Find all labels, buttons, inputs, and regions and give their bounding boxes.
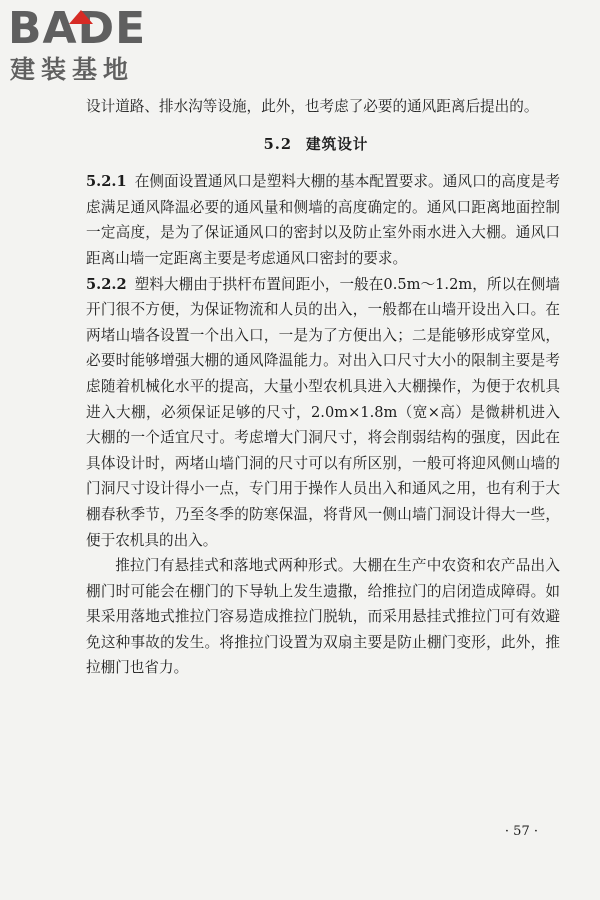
page-number: · 57 ·: [504, 824, 538, 839]
clause-text: 在侧面设置通风口是塑料大棚的基本配置要求。通风口的高度是考虑满足通风降温必要的通风量和侧墙的高度确定的。通风口距离地面控制一定高度，是为了保证通风口的密封以及防止室外雨水进入大棚。通风口距离山墙一定距离主要是考虑通风口密封的要求。: [86, 173, 560, 267]
logo-accent-triangle: [69, 10, 93, 24]
clause-number: 5.2.1: [86, 173, 127, 191]
clause-text: 塑料大棚由于拱杆布置间距小，一般在0.5m～1.2m，所以在侧墙开门很不方便，为保证物流和人员的出入，一般都在山墙开设出入口。在两堵山墙各设置一个出入口，一是为了方便出入；二是能够形成穿堂风，必要时能够增强大棚的通风降温能力。对出入口尺寸大小的限制主要是考虑随着机械化水平的提高，大量小型农机具进入大棚操作，为便于农机具进入大棚，必须保证足够的尺寸，2.0m×1.8m（宽×高）是微耕机进入大棚的一个适宜尺寸。考虑增大门洞尺寸，将会削弱结构的强度，因此在具体设计时，两堵山墙门洞的尺寸可以有所区别，一般可将迎风侧山墙的门洞尺寸设计得小一点，专门用于操作人员出入和通风之用，也有利于大棚春秋季节，乃至冬季的防寒保温，将背风一侧山墙门洞设计得大一些，便于农机具的出入。: [86, 275, 560, 549]
clause-5-2-2-paragraph-2: 推拉门有悬挂式和落地式两种形式。大棚在生产中农资和农产品出入棚门时可能会在棚门的下导轨上发生遗撒，给推拉门的启闭造成障碍。如果采用落地式推拉门容易造成推拉门脱轨，而采用悬挂式推拉门可有效避免这种事故的发生。将推拉门设置为双扇主要是防止棚门变形，此外，推拉棚门也省力。: [86, 557, 560, 677]
section-title: 建筑设计: [306, 135, 369, 153]
section-number: 5.2: [263, 135, 292, 153]
section-heading: [86, 132, 560, 158]
clause-number: 5.2.2: [86, 275, 127, 293]
logo-subtitle: 建装基地: [10, 55, 135, 84]
clause-5-2-1: [86, 169, 560, 271]
clause-5-2-2: [86, 272, 560, 554]
page-body: [86, 94, 560, 681]
intro-paragraph: 设计道路、排水沟等设施，此外，也考虑了必要的通风距离后提出的。: [86, 98, 539, 115]
logo-brand-text: BADE: [8, 3, 147, 54]
bade-logo: [8, 3, 178, 86]
